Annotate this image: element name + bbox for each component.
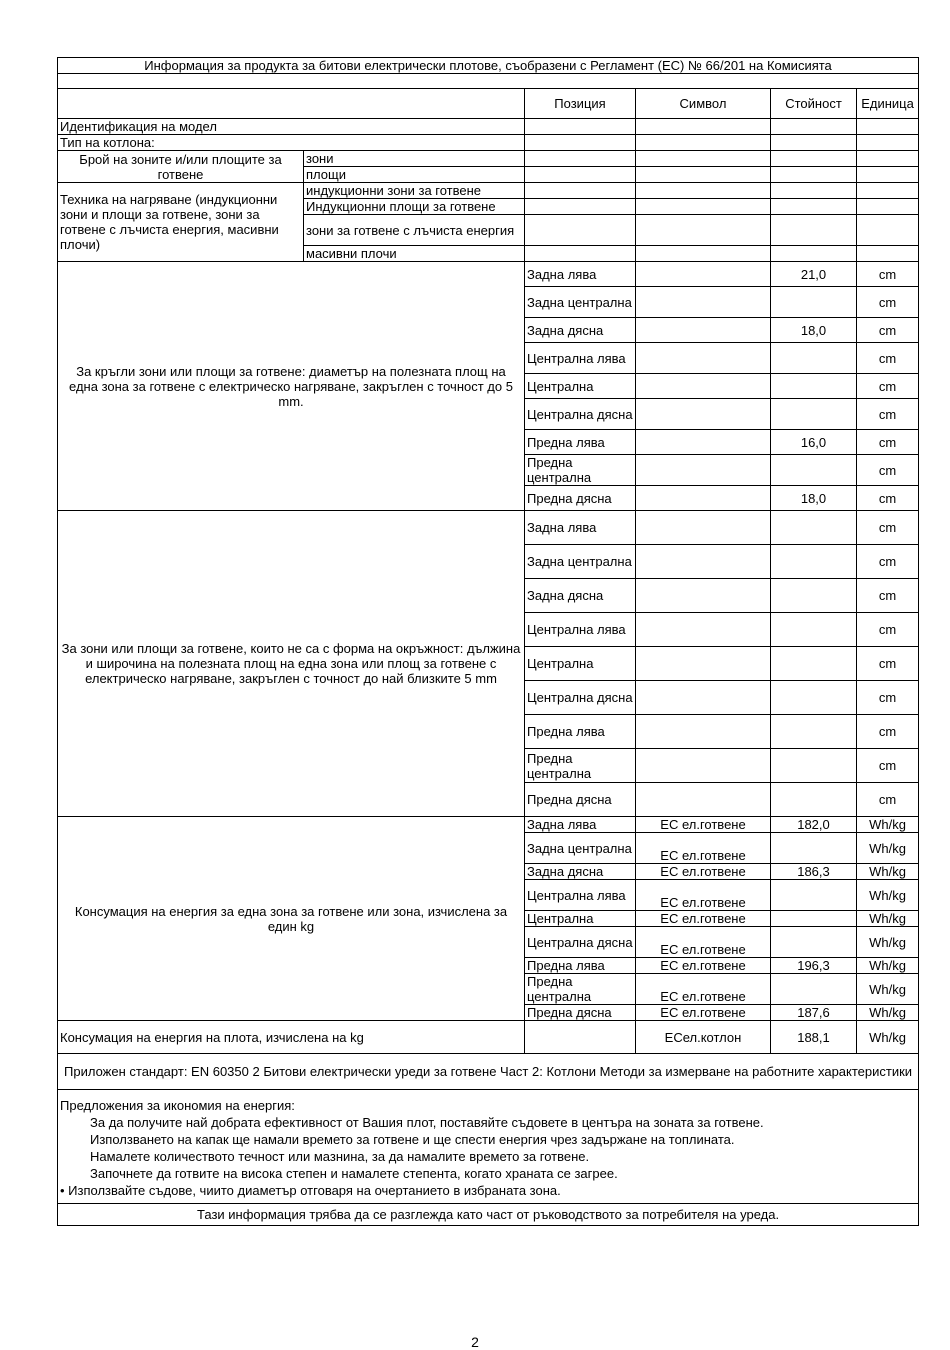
tip-bullet-item: • Използвайте съдове, чиито диаметър отговаря на очертанието в избраната зона. (60, 1182, 561, 1198)
round-zone-symbol-empty (636, 343, 771, 374)
energy-zone-symbol: ЕС ел.готвене (636, 1005, 771, 1021)
energy-zone-symbol: ЕС ел.готвене (636, 974, 771, 1005)
energy-zone-symbol: ЕС ел.готвене (636, 911, 771, 927)
tip-item: За да получите най добрата ефективност от Вашия плот, поставяйте съдовете в центъра на зоната за готвене. (90, 1114, 764, 1130)
round-zone-unit: cm (857, 399, 919, 430)
energy-zone-position: Предна дясна (525, 1005, 636, 1021)
energy-zone-label: Консумация на енергия за една зона за готвене или зона, изчислена за един kg (58, 817, 525, 1021)
energy-zone-value (771, 833, 857, 864)
energy-zone-unit: Wh/kg (857, 880, 919, 911)
nonround-zone-symbol-empty (636, 715, 771, 749)
energy-zone-value (771, 911, 857, 927)
energy-zone-symbol: ЕС ел.готвене (636, 864, 771, 880)
header-unit: Единица (857, 89, 919, 119)
energy-zone-position: Задна дясна (525, 864, 636, 880)
tips-heading: Предложения за икономия на енергия: (60, 1097, 295, 1113)
hob-energy-position-empty (525, 1021, 636, 1054)
round-zone-symbol-empty (636, 399, 771, 430)
nonround-zone-symbol-empty (636, 579, 771, 613)
nonround-zone-unit: cm (857, 511, 919, 545)
heating-radiant: зони за готвене с лъчиста енергия (304, 215, 525, 246)
nonround-zone-value-empty (771, 715, 857, 749)
zones-count-zones: зони (304, 151, 525, 167)
energy-zone-value: 182,0 (771, 817, 857, 833)
energy-zone-unit: Wh/kg (857, 927, 919, 958)
header-symbol: Символ (636, 89, 771, 119)
tip-item: Използването на капак ще намали времето за готвене и ще спести енергия чрез задържане на топлината. (90, 1131, 735, 1147)
nonround-zone-position: Централна дясна (525, 681, 636, 715)
empty-row (58, 74, 919, 89)
round-zone-unit: cm (857, 287, 919, 318)
round-zone-position: Централна (525, 374, 636, 399)
header-value: Стойност (771, 89, 857, 119)
nonround-zone-symbol-empty (636, 681, 771, 715)
energy-zone-symbol: ЕС ел.готвене (636, 927, 771, 958)
round-zone-value (771, 287, 857, 318)
heating-technique-label: Техника на нагряване (индукционни зони и площи за готвене, зони за готвене с лъчиста енергия, масивни плочи) (58, 183, 304, 262)
round-zone-row (58, 262, 919, 287)
header-position: Позиция (525, 89, 636, 119)
nonround-zone-unit: cm (857, 715, 919, 749)
sheet-title: Информация за продукта за битови електрически плотове, съобразени с Регламент (ЕС) № 66/201 на Комисията (58, 58, 919, 74)
hob-energy-symbol: ЕСел.котлон (636, 1021, 771, 1054)
nonround-zone-value-empty (771, 613, 857, 647)
round-zone-value (771, 455, 857, 486)
round-zone-symbol-empty (636, 374, 771, 399)
page-number: 2 (471, 1334, 479, 1350)
model-id-label: Идентификация на модел (58, 119, 525, 135)
energy-zone-row (58, 817, 919, 833)
round-zone-symbol-empty (636, 287, 771, 318)
energy-zone-value: 187,6 (771, 1005, 857, 1021)
energy-zone-symbol: ЕС ел.готвене (636, 880, 771, 911)
round-zone-symbol-empty (636, 262, 771, 287)
nonround-zone-label: За зони или площи за готвене, които не са с форма на окръжност: дължина и широчина на полезната площ на една зона или площ за готвене с електрическо нагряване, закръглен с точност до най близките 5 mm (58, 511, 525, 817)
energy-zone-unit: Wh/kg (857, 958, 919, 974)
round-zone-value: 16,0 (771, 430, 857, 455)
round-zone-unit: cm (857, 486, 919, 511)
energy-zone-unit: Wh/kg (857, 911, 919, 927)
nonround-zone-value-empty (771, 749, 857, 783)
nonround-zone-symbol-empty (636, 613, 771, 647)
round-zone-position: Предна лява (525, 430, 636, 455)
energy-zone-position: Централна лява (525, 880, 636, 911)
energy-zone-unit: Wh/kg (857, 833, 919, 864)
nonround-zone-value-empty (771, 681, 857, 715)
round-zone-value (771, 374, 857, 399)
energy-zone-position: Централна дясна (525, 927, 636, 958)
nonround-zone-unit: cm (857, 647, 919, 681)
energy-zone-symbol: ЕС ел.готвене (636, 833, 771, 864)
nonround-zone-unit: cm (857, 545, 919, 579)
nonround-zone-symbol-empty (636, 511, 771, 545)
energy-zone-symbol: ЕС ел.готвене (636, 958, 771, 974)
energy-saving-tips (58, 1090, 919, 1204)
heating-induction-zones: индукционни зони за готвене (304, 183, 525, 199)
tip-item: Намалете количеството течност или мазнина, за да намалите времето за готвене. (90, 1148, 590, 1164)
nonround-zone-unit: cm (857, 613, 919, 647)
round-zone-symbol-empty (636, 486, 771, 511)
round-zone-symbol-empty (636, 455, 771, 486)
nonround-zone-row (58, 511, 919, 545)
nonround-zone-position: Централна (525, 647, 636, 681)
nonround-zone-position: Централна лява (525, 613, 636, 647)
nonround-zone-symbol-empty (636, 749, 771, 783)
nonround-zone-position: Задна централна (525, 545, 636, 579)
heating-induction-areas: Индукционни площи за готвене (304, 199, 525, 215)
round-zone-symbol-empty (636, 318, 771, 343)
energy-zone-value (771, 927, 857, 958)
energy-zone-value (771, 880, 857, 911)
round-zone-position: Задна лява (525, 262, 636, 287)
energy-zone-value: 196,3 (771, 958, 857, 974)
nonround-zone-unit: cm (857, 783, 919, 817)
zones-count-areas: площи (304, 167, 525, 183)
nonround-zone-unit: cm (857, 579, 919, 613)
round-zone-unit: cm (857, 374, 919, 399)
energy-zone-unit: Wh/kg (857, 817, 919, 833)
heating-solid: масивни плочи (304, 246, 525, 262)
round-zone-position: Предна дясна (525, 486, 636, 511)
round-zone-symbol-empty (636, 430, 771, 455)
energy-zone-symbol: ЕС ел.готвене (636, 817, 771, 833)
hob-energy-unit: Wh/kg (857, 1021, 919, 1054)
product-info-sheet (57, 57, 918, 1226)
tip-item: Започнете да готвите на висока степен и намалете степента, когато храната се загрее. (90, 1165, 618, 1181)
energy-zone-unit: Wh/kg (857, 864, 919, 880)
nonround-zone-symbol-empty (636, 545, 771, 579)
nonround-zone-value-empty (771, 579, 857, 613)
nonround-zone-symbol-empty (636, 783, 771, 817)
energy-zone-position: Предна централна (525, 974, 636, 1005)
nonround-zone-position: Предна централна (525, 749, 636, 783)
round-zone-unit: cm (857, 430, 919, 455)
nonround-zone-value-empty (771, 647, 857, 681)
applied-standard: Приложен стандарт: EN 60350 2 Битови електрически уреди за готвене Част 2: Котлони Методи за измерване на работните характеристики (58, 1054, 919, 1090)
nonround-zone-value-empty (771, 511, 857, 545)
round-zone-position: Централна дясна (525, 399, 636, 430)
round-zone-value (771, 399, 857, 430)
hob-energy-label: Консумация на енергия на плота, изчислена на kg (58, 1021, 525, 1054)
nonround-zone-position: Задна дясна (525, 579, 636, 613)
nonround-zone-symbol-empty (636, 647, 771, 681)
product-info-table (57, 57, 919, 1226)
round-zone-value: 18,0 (771, 486, 857, 511)
round-zone-unit: cm (857, 318, 919, 343)
round-zone-unit: cm (857, 262, 919, 287)
header-blank-cell (58, 89, 525, 119)
nonround-zone-unit: cm (857, 681, 919, 715)
energy-zone-value: 186,3 (771, 864, 857, 880)
round-zone-label: За кръгли зони или площи за готвене: диаметър на полезната площ на една зона за готвене с електрическо нагряване, закръглен с точност до 5 mm. (58, 262, 525, 511)
round-zone-position: Задна дясна (525, 318, 636, 343)
energy-zone-value (771, 974, 857, 1005)
round-zone-unit: cm (857, 455, 919, 486)
energy-zone-position: Задна централна (525, 833, 636, 864)
zones-count-label: Брой на зоните и/или площите за готвене (58, 151, 304, 183)
nonround-zone-value-empty (771, 545, 857, 579)
energy-zone-position: Предна лява (525, 958, 636, 974)
energy-zone-unit: Wh/kg (857, 1005, 919, 1021)
nonround-zone-unit: cm (857, 749, 919, 783)
energy-zone-unit: Wh/kg (857, 974, 919, 1005)
nonround-zone-value-empty (771, 783, 857, 817)
round-zone-position: Предна централна (525, 455, 636, 486)
round-zone-value: 21,0 (771, 262, 857, 287)
nonround-zone-position: Предна лява (525, 715, 636, 749)
round-zone-value: 18,0 (771, 318, 857, 343)
energy-zone-position: Задна лява (525, 817, 636, 833)
energy-zone-position: Централна (525, 911, 636, 927)
round-zone-position: Задна централна (525, 287, 636, 318)
round-zone-value (771, 343, 857, 374)
round-zone-unit: cm (857, 343, 919, 374)
round-zone-position: Централна лява (525, 343, 636, 374)
manual-notice: Тази информация трябва да се разглежда като част от ръководството за потребителя на уреда. (58, 1204, 919, 1226)
hob-energy-value: 188,1 (771, 1021, 857, 1054)
nonround-zone-position: Предна дясна (525, 783, 636, 817)
nonround-zone-position: Задна лява (525, 511, 636, 545)
hob-type-label: Тип на котлона: (58, 135, 525, 151)
